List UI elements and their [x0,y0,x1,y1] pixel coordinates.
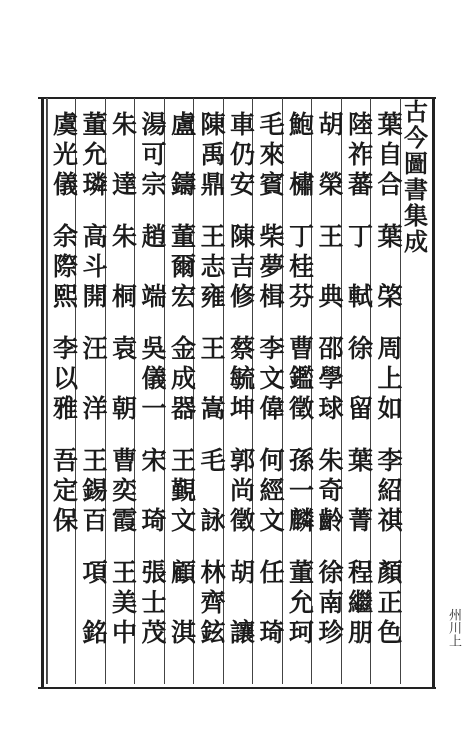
page-number: 州川上 [446,608,461,647]
name-char: 朱 [111,222,137,251]
name-char: 雅 [52,394,78,423]
name-char: 陳 [200,110,226,139]
name-char: 蔡 [229,334,255,363]
name-char: 斗 [82,252,108,281]
name-char: 毛 [200,446,226,475]
name-char: 毓 [229,364,255,393]
name-char: 葉 [347,446,373,475]
name-char: 詠 [200,506,226,535]
name-char: 留 [347,394,373,423]
name-char: 吾 [52,446,78,475]
name-char: 朝 [111,394,137,423]
name-char: 球 [318,394,344,423]
name-char: 邵 [318,334,344,363]
name-char: 胡 [318,110,344,139]
name-char: 儀 [52,170,78,199]
name-char: 王 [111,558,137,587]
name-char: 百 [82,506,108,535]
name-char: 柴 [259,222,285,251]
name-char: 林 [200,558,226,587]
header-char: 集 [404,201,428,230]
name-char: 張 [141,558,167,587]
name-char: 吉 [229,252,255,281]
name-char: 芬 [288,282,314,311]
name-char: 齡 [318,506,344,535]
name-char: 王 [200,222,226,251]
name-char: 董 [170,222,196,251]
name-char: 鼎 [200,170,226,199]
name-char: 鉉 [200,618,226,647]
name-char: 周 [377,334,403,363]
name-char: 南 [318,588,344,617]
name-char: 趙 [141,222,167,251]
name-char: 霞 [111,506,137,535]
name-char: 菁 [347,506,373,535]
name-char: 一 [141,394,167,423]
header-char: 書 [404,175,428,204]
name-char: 桂 [288,252,314,281]
name-char: 王 [318,222,344,251]
name-char: 美 [111,588,137,617]
name-char: 士 [141,588,167,617]
name-char: 際 [52,252,78,281]
name-char: 丁 [347,222,373,251]
name-char: 可 [141,140,167,169]
name-char: 珍 [318,618,344,647]
name-char: 顏 [377,558,403,587]
name-char: 朱 [318,446,344,475]
name-char: 錫 [82,476,108,505]
name-char: 鑑 [288,364,314,393]
name-char: 光 [52,140,78,169]
name-char: 色 [377,618,403,647]
name-char: 允 [288,588,314,617]
name-char: 正 [377,588,403,617]
name-char: 陳 [229,222,255,251]
name-char: 典 [318,282,344,311]
name-char: 以 [52,364,78,393]
name-char: 楫 [259,282,285,311]
name-char: 尚 [229,476,255,505]
name-char: 熙 [52,282,78,311]
name-char: 董 [82,110,108,139]
name-char: 嵩 [200,394,226,423]
name-char: 宗 [141,170,167,199]
name-char: 孫 [288,446,314,475]
name-char: 宋 [141,446,167,475]
name-char: 志 [200,252,226,281]
name-char: 鑄 [170,170,196,199]
name-char: 中 [111,618,137,647]
name-char: 王 [170,446,196,475]
name-char: 麟 [288,506,314,535]
name-char: 余 [52,222,78,251]
name-char: 蕃 [347,170,373,199]
name-char: 金 [170,334,196,363]
name-char: 吳 [141,334,167,363]
name-char: 項 [82,558,108,587]
name-char: 文 [259,506,285,535]
name-char: 成 [170,364,196,393]
column-rule [46,98,47,684]
header-char: 圖 [404,149,428,178]
name-char: 茂 [141,618,167,647]
name-char: 上 [377,364,403,393]
name-char: 儀 [141,364,167,393]
name-char: 夢 [259,252,285,281]
name-char: 李 [52,334,78,363]
name-char: 任 [259,558,285,587]
name-char: 朱 [111,110,137,139]
name-char: 自 [377,140,403,169]
name-char: 高 [82,222,108,251]
name-char: 徐 [347,334,373,363]
header-char: 古 [404,97,428,126]
name-char: 徵 [229,506,255,535]
name-char: 宏 [170,282,196,311]
name-char: 賓 [259,170,285,199]
name-char: 文 [259,364,285,393]
name-char: 曹 [288,334,314,363]
name-char: 虞 [52,110,78,139]
name-char: 丁 [288,222,314,251]
name-char: 汪 [82,334,108,363]
name-char: 淇 [170,618,196,647]
name-char: 奇 [318,476,344,505]
name-char: 安 [229,170,255,199]
name-char: 讓 [229,618,255,647]
name-column [48,112,84,672]
name-char: 桐 [111,282,137,311]
name-char: 器 [170,394,196,423]
name-char: 珂 [288,618,314,647]
name-char: 爾 [170,252,196,281]
name-char: 定 [52,476,78,505]
name-char: 禹 [200,140,226,169]
name-char: 雍 [200,282,226,311]
name-char: 鮑 [288,110,314,139]
name-char: 琦 [259,618,285,647]
name-char: 李 [259,334,285,363]
header-char: 今 [404,123,428,152]
name-char: 琦 [141,506,167,535]
name-char: 祚 [347,140,373,169]
header-char: 成 [404,227,428,256]
name-char: 學 [318,364,344,393]
name-char: 毛 [259,110,285,139]
name-char: 顧 [170,558,196,587]
name-char: 葉 [377,222,403,251]
name-char: 奕 [111,476,137,505]
name-char: 仍 [229,140,255,169]
name-char: 董 [288,558,314,587]
name-char: 一 [288,476,314,505]
name-char: 紹 [377,476,403,505]
name-char: 洋 [82,394,108,423]
name-char: 棨 [377,282,403,311]
name-char: 郭 [229,446,255,475]
name-char: 盧 [170,110,196,139]
name-char: 端 [141,282,167,311]
name-char: 徐 [318,558,344,587]
name-char: 開 [82,282,108,311]
name-char: 榮 [318,170,344,199]
name-char: 橚 [288,170,314,199]
name-char: 車 [229,110,255,139]
name-char: 來 [259,140,285,169]
name-char: 軾 [347,282,373,311]
name-char: 保 [52,506,78,535]
name-char: 曹 [111,446,137,475]
name-char: 齊 [200,588,226,617]
name-char: 坤 [229,394,255,423]
name-char: 允 [82,140,108,169]
name-char: 王 [200,334,226,363]
name-char: 銘 [82,618,108,647]
name-char: 達 [111,170,137,199]
frame-left-border [41,97,44,688]
name-char: 璘 [82,170,108,199]
name-char: 陸 [347,110,373,139]
name-char: 經 [259,476,285,505]
name-char: 胡 [229,558,255,587]
name-char: 繼 [347,588,373,617]
name-char: 覲 [170,476,196,505]
name-char: 合 [377,170,403,199]
name-char: 葉 [377,110,403,139]
name-char: 修 [229,282,255,311]
name-char: 湯 [141,110,167,139]
name-char: 如 [377,394,403,423]
name-char: 文 [170,506,196,535]
name-char: 偉 [259,394,285,423]
name-char: 袁 [111,334,137,363]
name-char: 王 [82,446,108,475]
name-char: 李 [377,446,403,475]
name-char: 程 [347,558,373,587]
name-char: 何 [259,446,285,475]
name-char: 徵 [288,394,314,423]
name-char: 祺 [377,506,403,535]
name-char: 朋 [347,618,373,647]
